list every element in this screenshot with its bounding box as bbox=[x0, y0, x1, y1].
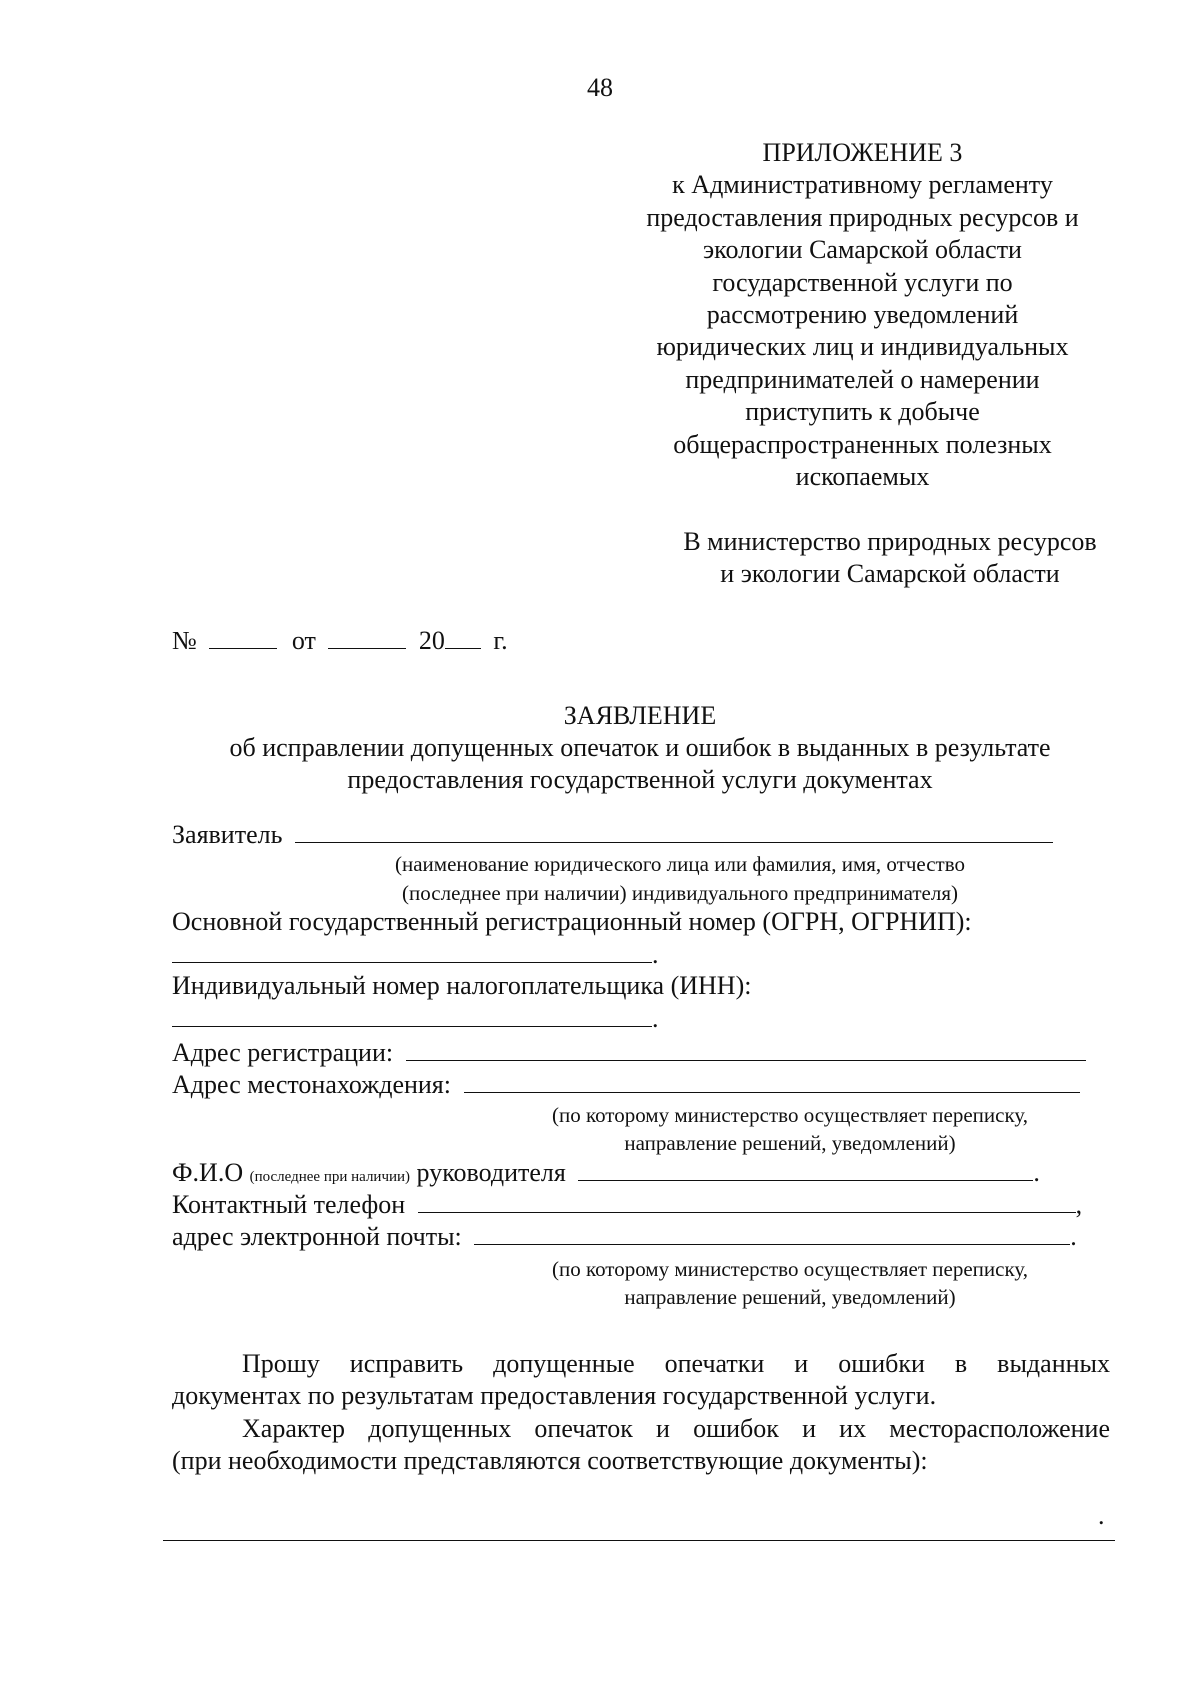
appendix-line: экологии Самарской области bbox=[703, 235, 1022, 265]
email-period: . bbox=[1070, 1222, 1077, 1251]
email-label: адрес электронной почты: bbox=[172, 1222, 462, 1251]
number-field[interactable] bbox=[209, 624, 277, 649]
head-fio-field[interactable] bbox=[578, 1156, 1033, 1181]
date-field[interactable] bbox=[328, 624, 406, 649]
email-field[interactable] bbox=[474, 1220, 1070, 1245]
year-prefix: 20 bbox=[418, 626, 445, 655]
document-title: ЗАЯВЛЕНИЕ bbox=[563, 701, 717, 730]
appendix-line: приступить к добыче bbox=[745, 397, 980, 427]
appendix-line: предоставления природных ресурсов и bbox=[646, 202, 1079, 232]
applicant-hint: (последнее при наличии) индивидуального предпринимателя) bbox=[402, 881, 958, 905]
appendix-line: государственной услуги по bbox=[712, 267, 1013, 297]
reg-address-field[interactable] bbox=[406, 1036, 1086, 1061]
page-number: 48 bbox=[587, 73, 613, 102]
errors-text-line: (при необходимости представляются соответствующие документы): bbox=[172, 1446, 928, 1475]
phone-row bbox=[172, 1188, 1082, 1221]
fio-period: . bbox=[1033, 1158, 1040, 1187]
ogrn-period: . bbox=[652, 940, 659, 969]
document-subtitle-line: предоставления государственной услуги документах bbox=[347, 765, 933, 794]
appendix-title: ПРИЛОЖЕНИЕ 3 bbox=[762, 138, 963, 167]
email-row bbox=[172, 1220, 1077, 1253]
inn-field[interactable] bbox=[172, 1002, 652, 1027]
location-row bbox=[172, 1068, 1080, 1101]
appendix-line: предпринимателей о намерении bbox=[685, 364, 1040, 394]
appendix-line: к Административному регламенту bbox=[672, 170, 1053, 200]
ogrn-row bbox=[172, 938, 659, 971]
inn-label: Индивидуальный номер налогоплательщика (ИНН): bbox=[172, 971, 752, 1000]
request-text-line: Прошу исправить допущенные опечатки и ошибки в выданных bbox=[242, 1349, 1110, 1378]
fio-label: Ф.И.О bbox=[172, 1158, 244, 1187]
phone-label: Контактный телефон bbox=[172, 1190, 406, 1219]
end-dot: . bbox=[1098, 1501, 1105, 1530]
appendix-line: ископаемых bbox=[795, 462, 930, 492]
fio-small-note: (последнее при наличии) bbox=[249, 1169, 411, 1185]
location-field[interactable] bbox=[464, 1068, 1080, 1093]
correspondence-hint: (по которому министерство осуществляет переписку, bbox=[551, 1103, 1029, 1127]
errors-description-field[interactable] bbox=[163, 1540, 1115, 1541]
location-label: Адрес местонахождения: bbox=[172, 1070, 451, 1099]
reg-address-label: Адрес регистрации: bbox=[172, 1038, 394, 1067]
fio-rest-label: руководителя bbox=[416, 1158, 566, 1187]
phone-comma: , bbox=[1075, 1190, 1083, 1219]
correspondence-hint: направление решений, уведомлений) bbox=[624, 1285, 956, 1309]
inn-row bbox=[172, 1002, 659, 1035]
year-suffix: г. bbox=[493, 626, 508, 655]
number-date-line bbox=[172, 624, 508, 657]
ogrn-field[interactable] bbox=[172, 938, 652, 963]
correspondence-hint: (по которому министерство осуществляет переписку, bbox=[551, 1257, 1029, 1281]
addressee-line: и экологии Самарской области bbox=[720, 559, 1060, 588]
appendix-line: юридических лиц и индивидуальных bbox=[656, 332, 1069, 362]
year-field[interactable] bbox=[445, 624, 481, 649]
ogrn-label: Основной государственный регистрационный номер (ОГРН, ОГРНИП): bbox=[172, 907, 972, 936]
request-text-line: документах по результатам предоставления государственной услуги. bbox=[172, 1381, 937, 1410]
addressee-line: В министерство природных ресурсов bbox=[683, 527, 1097, 556]
appendix-block bbox=[620, 137, 1105, 493]
inn-period: . bbox=[652, 1004, 659, 1033]
document-subtitle-line: об исправлении допущенных опечаток и ошибок в выданных в результате bbox=[229, 733, 1051, 762]
appendix-line: общераспространенных полезных bbox=[673, 429, 1052, 459]
applicant-label: Заявитель bbox=[172, 820, 283, 849]
applicant-row bbox=[172, 818, 1053, 851]
applicant-field[interactable] bbox=[295, 818, 1053, 843]
applicant-hint: (наименование юридического лица или фамилия, имя, отчество bbox=[394, 852, 966, 876]
appendix-line: рассмотрению уведомлений bbox=[706, 300, 1019, 330]
phone-field[interactable] bbox=[418, 1188, 1076, 1213]
errors-text-line: Характер допущенных опечаток и ошибок и их месторасположение bbox=[242, 1414, 1110, 1443]
reg-address-row bbox=[172, 1036, 1086, 1069]
number-sign: № bbox=[172, 626, 197, 655]
correspondence-hint: направление решений, уведомлений) bbox=[624, 1131, 956, 1155]
from-label: от bbox=[291, 626, 316, 655]
